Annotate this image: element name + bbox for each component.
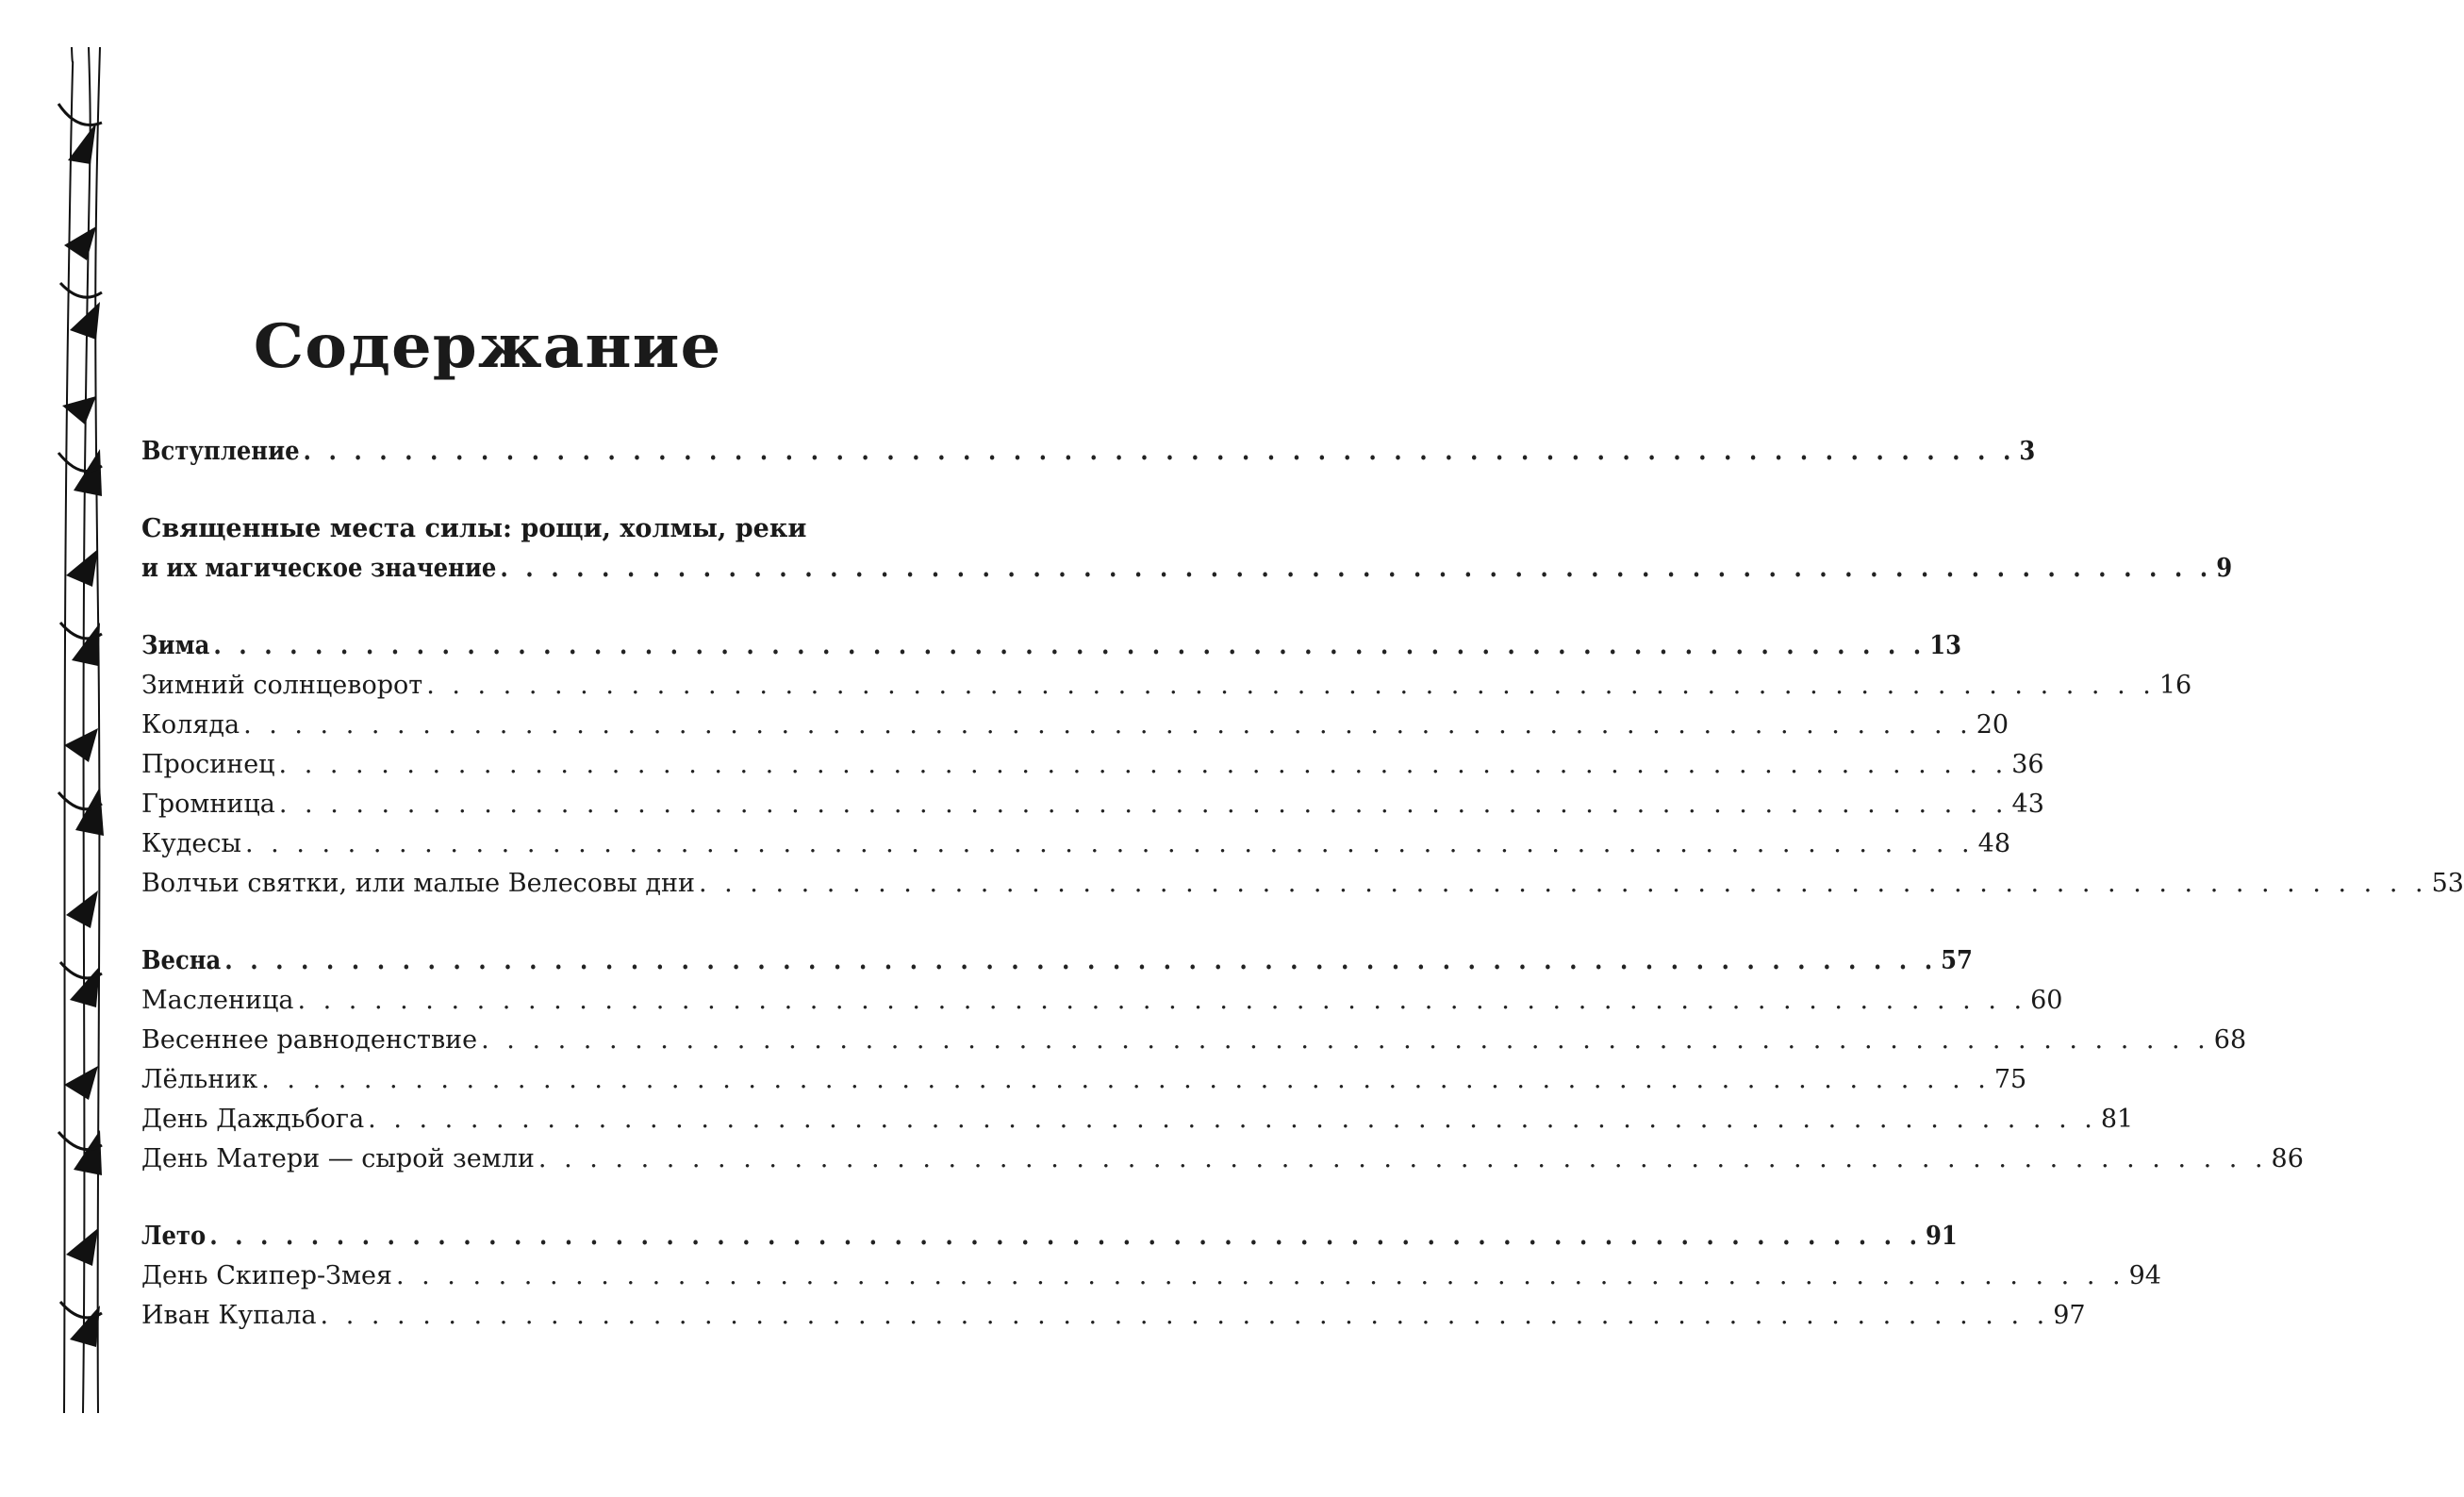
toc-section-spring xyxy=(141,941,2304,1179)
dot-leader xyxy=(481,1021,2210,1060)
dot-leader xyxy=(279,785,2009,824)
toc-heading-page: 57 xyxy=(1941,946,1973,975)
toc-entry[interactable] xyxy=(141,1256,2161,1296)
dot-leader xyxy=(699,864,2428,904)
toc-entry[interactable] xyxy=(141,745,2044,785)
toc-entry[interactable] xyxy=(141,1139,2304,1179)
toc-entry-title: Иван Купала xyxy=(141,1301,317,1330)
decorative-plant-border xyxy=(55,47,106,1413)
toc-entry[interactable] xyxy=(141,824,2010,864)
dot-leader xyxy=(261,1060,1991,1100)
toc-entry-title: Кудесы xyxy=(141,829,241,858)
toc-heading-page: 13 xyxy=(1929,631,1962,660)
toc-entry-title: Просинец xyxy=(141,750,275,779)
dot-leader xyxy=(426,666,2156,706)
toc-entry-page: 48 xyxy=(1977,829,2010,858)
dot-leader xyxy=(538,1139,2268,1179)
toc-entry-title: День Матери — сырой земли xyxy=(141,1144,535,1173)
dot-leader xyxy=(297,981,2026,1021)
toc-entry-page: 53 xyxy=(2431,869,2464,898)
dot-leader xyxy=(213,626,1926,666)
toc-entry-page: 9 xyxy=(2216,554,2233,583)
dot-leader xyxy=(245,824,1975,864)
page-title: Содержание xyxy=(253,311,722,382)
toc-entry-page: 43 xyxy=(2011,790,2044,819)
toc-entry-title: Зимний солнцеворот xyxy=(141,671,423,700)
dot-leader xyxy=(304,432,2016,472)
toc-entry-page: 20 xyxy=(1976,710,2009,740)
table-of-contents xyxy=(141,432,2464,1373)
toc-entry[interactable] xyxy=(141,1021,2247,1060)
toc-heading-title: Весна xyxy=(141,946,222,975)
toc-section-winter xyxy=(141,626,2464,904)
toc-entry[interactable] xyxy=(141,981,2063,1021)
dot-leader xyxy=(279,745,2009,785)
toc-heading-summer[interactable] xyxy=(141,1217,1958,1256)
dot-leader xyxy=(396,1256,2125,1296)
toc-entry-page: 94 xyxy=(2128,1261,2161,1290)
toc-entry-title: Коляда xyxy=(141,710,240,740)
toc-entry-page: 60 xyxy=(2030,986,2063,1015)
toc-heading-title: Лето xyxy=(141,1222,207,1251)
dot-leader xyxy=(368,1100,2097,1139)
dot-leader xyxy=(224,941,1937,981)
toc-section-places xyxy=(141,509,2233,589)
toc-entry[interactable] xyxy=(141,864,2464,904)
toc-entry-title: День Даждьбога xyxy=(141,1105,365,1134)
toc-entry-page: 86 xyxy=(2271,1144,2304,1173)
toc-entry-title: Весеннее равноденствие xyxy=(141,1025,478,1055)
toc-section-summer xyxy=(141,1217,2161,1336)
toc-entry[interactable] xyxy=(141,1060,2027,1100)
toc-entry-page: 75 xyxy=(1993,1065,2027,1094)
toc-entry-title: Волчьи святки, или малые Велесовы дни xyxy=(141,869,695,898)
plant-illustration xyxy=(55,47,106,1413)
toc-entry-page: 16 xyxy=(2158,671,2192,700)
toc-entry-title: Масленица xyxy=(141,986,294,1015)
toc-heading-page: 91 xyxy=(1926,1222,1958,1251)
toc-heading-spring[interactable] xyxy=(141,941,1973,981)
toc-entry[interactable] xyxy=(141,1296,2086,1336)
toc-entry-places-line1[interactable]: Священные места силы: рощи, холмы, реки xyxy=(141,514,807,543)
dot-leader xyxy=(500,549,2212,589)
toc-entry-title: Громница xyxy=(141,790,275,819)
toc-entry-page: 36 xyxy=(2011,750,2044,779)
toc-entry-intro[interactable] xyxy=(141,432,2036,472)
toc-entry[interactable] xyxy=(141,1100,2134,1139)
dot-leader xyxy=(243,706,1973,745)
toc-entry-page: 3 xyxy=(2019,437,2036,466)
toc-entry[interactable] xyxy=(141,706,2009,745)
dot-leader xyxy=(321,1296,2050,1336)
toc-entry-page: 68 xyxy=(2213,1025,2247,1055)
toc-entry-title: Лёльник xyxy=(141,1065,258,1094)
toc-entry-page: 81 xyxy=(2100,1105,2134,1134)
toc-section-intro xyxy=(141,432,2036,472)
toc-entry-page: 97 xyxy=(2053,1301,2086,1330)
toc-entry-title: и их магическое значение xyxy=(141,554,497,583)
toc-entry-places[interactable] xyxy=(141,549,2233,589)
toc-heading-winter[interactable] xyxy=(141,626,1962,666)
dot-leader xyxy=(209,1217,1922,1256)
toc-entry[interactable] xyxy=(141,785,2044,824)
toc-entry-title: Вступление xyxy=(141,437,300,466)
toc-entry[interactable] xyxy=(141,666,2192,706)
toc-heading-title: Зима xyxy=(141,631,210,660)
toc-entry-title: День Скипер-Змея xyxy=(141,1261,392,1290)
